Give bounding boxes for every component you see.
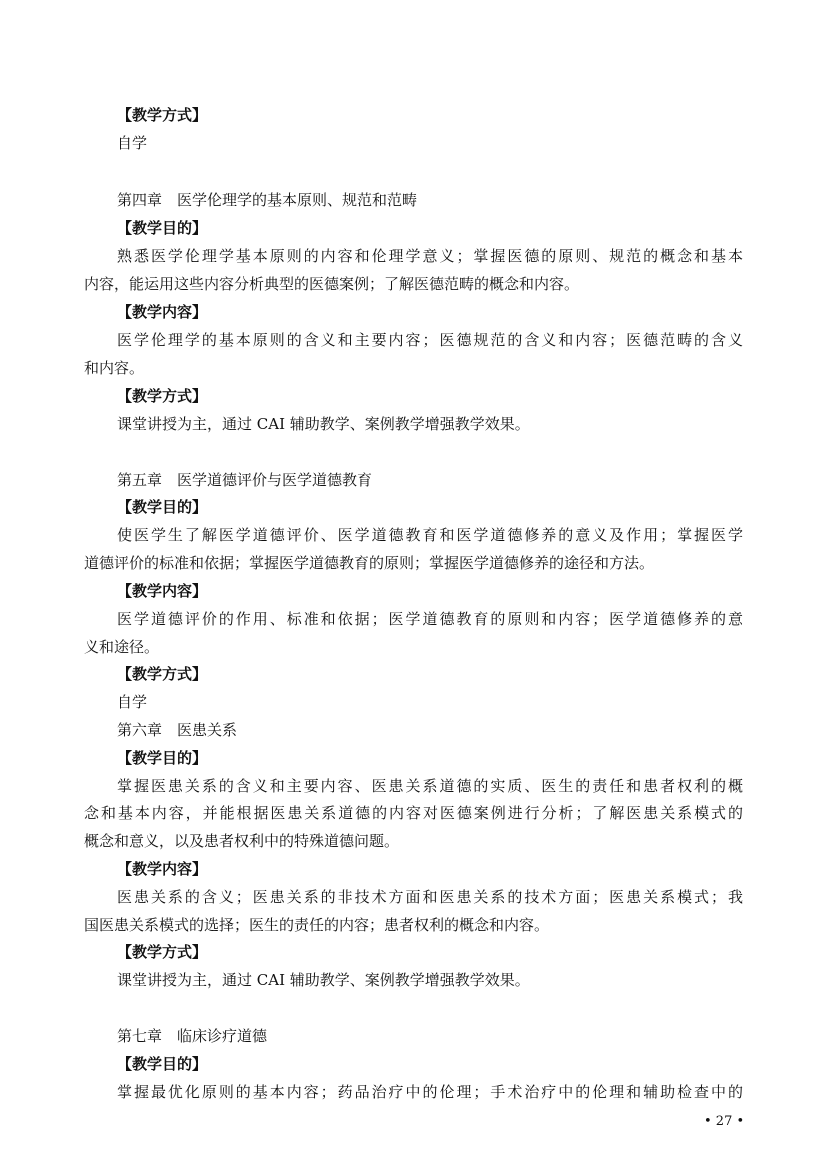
paragraph-line: 和内容。 — [84, 359, 145, 377]
chapter-number: 第五章 — [117, 471, 163, 489]
paragraph-line: 掌握医患关系的含义和主要内容、医患关系道德的实质、医生的责任和患者权利的概 — [117, 777, 743, 795]
chapter-name: 医患关系 — [177, 721, 238, 739]
section-heading-goal: 【教学目的】 — [117, 219, 208, 237]
paragraph-line: 义和途径。 — [84, 638, 160, 656]
section-heading-mode: 【教学方式】 — [117, 387, 208, 405]
section-heading-content: 【教学内容】 — [117, 303, 208, 321]
section-heading-goal: 【教学目的】 — [117, 498, 208, 516]
chapter-number: 第六章 — [117, 721, 163, 739]
paragraph-line: 熟悉医学伦理学基本原则的内容和伦理学意义；掌握医德的原则、规范的概念和基本 — [117, 247, 743, 265]
paragraph-line: 内容，能运用这些内容分析典型的医德案例；了解医德范畴的概念和内容。 — [84, 275, 580, 293]
paragraph-line: 掌握最优化原则的基本内容；药品治疗中的伦理；手术治疗中的伦理和辅助检查中的 — [117, 1083, 743, 1101]
paragraph-line: 医学伦理学的基本原则的含义和主要内容；医德规范的含义和内容；医德范畴的含义 — [117, 331, 743, 349]
chapter-name: 医学伦理学的基本原则、规范和范畴 — [177, 191, 418, 209]
paragraph-line: 念和基本内容，并能根据医患关系道德的内容对医德案例进行分析；了解医患关系模式的 — [84, 804, 743, 822]
chapter-title — [117, 720, 237, 740]
chapter-name: 临床诊疗道德 — [177, 1027, 268, 1045]
page-number: • 27 • — [704, 1114, 745, 1129]
paragraph-line: 自学 — [117, 693, 148, 711]
section-heading-mode: 【教学方式】 — [117, 665, 208, 683]
paragraph-text: 自学 — [117, 134, 148, 152]
chapter-title — [117, 1026, 267, 1046]
paragraph-line: 课堂讲授为主，通过 CAI 辅助教学、案例教学增强教学效果。 — [117, 971, 530, 989]
chapter-number: 第七章 — [117, 1027, 163, 1045]
paragraph-line: 课堂讲授为主，通过 CAI 辅助教学、案例教学增强教学效果。 — [117, 415, 530, 433]
section-heading-goal: 【教学目的】 — [117, 1055, 208, 1073]
chapter-number: 第四章 — [117, 191, 163, 209]
section-heading-mode: 【教学方式】 — [117, 943, 208, 961]
paragraph-line: 国医患关系模式的选择；医生的责任的内容；患者权利的概念和内容。 — [84, 916, 550, 934]
paragraph-line: 概念和意义，以及患者权利中的特殊道德问题。 — [84, 832, 400, 850]
section-heading-content: 【教学内容】 — [117, 860, 208, 878]
section-heading-content: 【教学内容】 — [117, 582, 208, 600]
paragraph-line: 医学道德评价的作用、标准和依据；医学道德教育的原则和内容；医学道德修养的意 — [117, 610, 743, 628]
paragraph-line: 道德评价的标准和依据；掌握医学道德教育的原则；掌握医学道德修养的途径和方法。 — [84, 554, 655, 572]
section-heading-goal: 【教学目的】 — [117, 749, 208, 767]
chapter-name: 医学道德评价与医学道德教育 — [177, 471, 373, 489]
paragraph-line: 医患关系的含义；医患关系的非技术方面和医患关系的技术方面；医患关系模式；我 — [117, 888, 743, 906]
chapter-title — [117, 190, 417, 210]
chapter-title — [117, 470, 372, 490]
section-heading-mode: 【教学方式】 — [117, 106, 208, 124]
paragraph-line: 使医学生了解医学道德评价、医学道德教育和医学道德修养的意义及作用；掌握医学 — [117, 526, 743, 544]
